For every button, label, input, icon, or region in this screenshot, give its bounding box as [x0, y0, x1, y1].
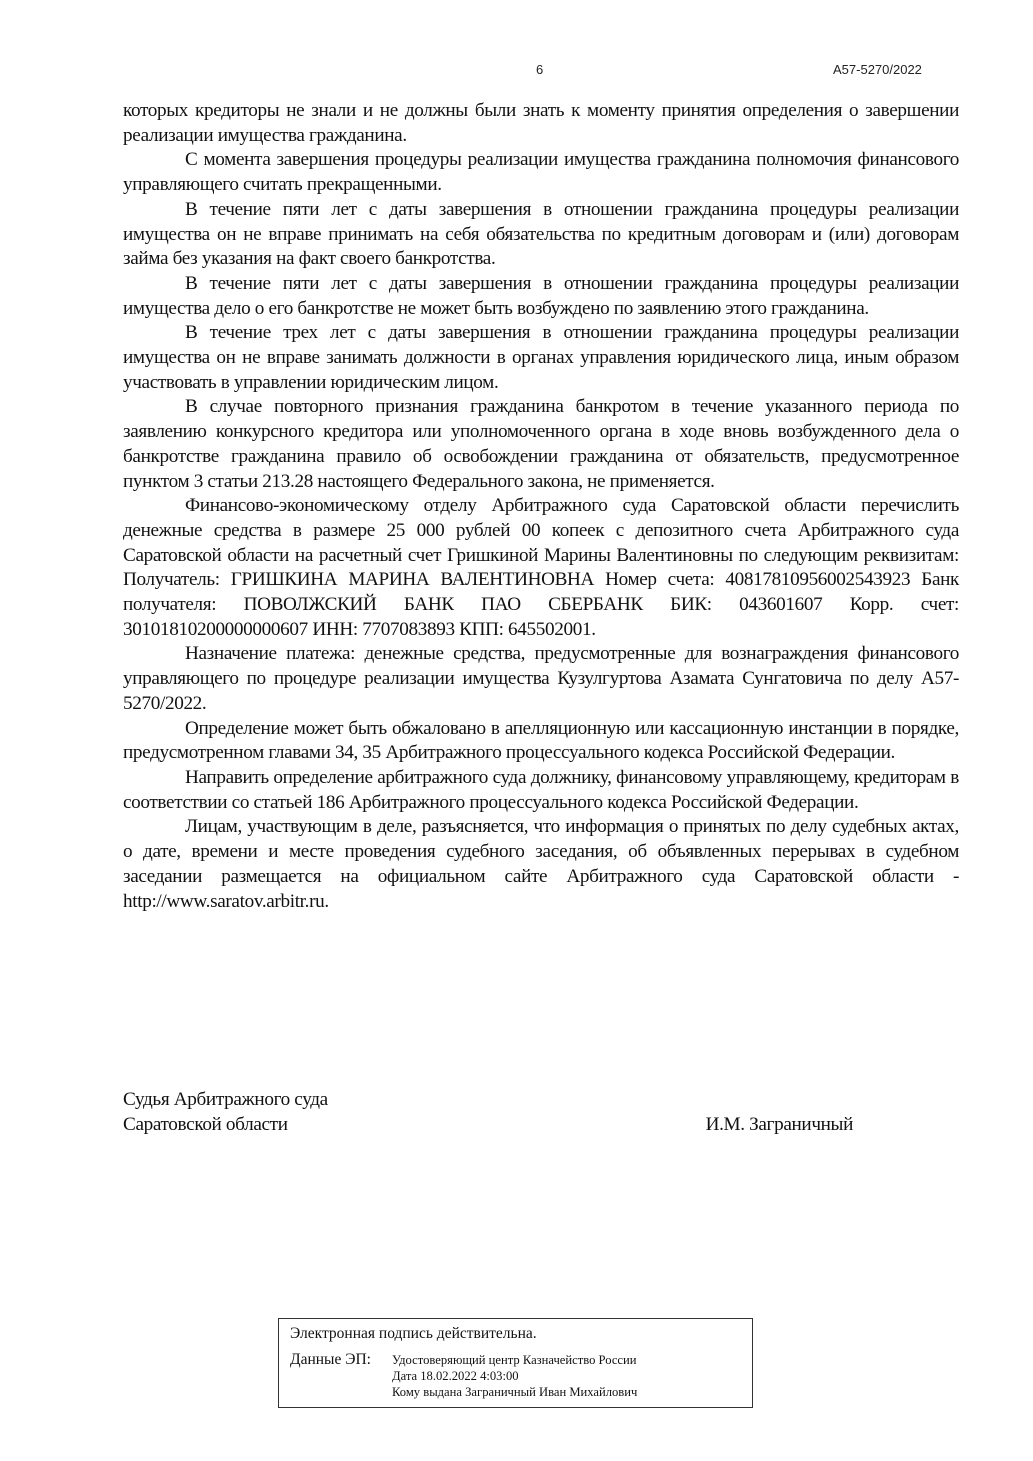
paragraph: В течение пяти лет с даты завершения в отношении гражданина процедуры реализации имущества он не вправе принимать на себя обязательства по кредитным договорам и (или) договорам займа без указания на факт своего банкротства.: [123, 198, 959, 270]
paragraph: В случае повторного признания гражданина банкротом в течение указанного периода по заявлению конкурсного кредитора или уполномоченного органа в ходе вновь возбужденного дела о банкротстве гражданина правило об освобождении гражданина от обязательств, предусмотренное пунктом 3 статьи 213.28 настоящего Федерального закона, не применяется.: [123, 396, 959, 492]
page-number: 6: [536, 62, 544, 77]
paragraph-website-notice: Лицам, участвующим в деле, разъясняется, что информация о принятых по делу судебных актах, о дате, времени и месте проведения судебного заседания, об объявленных перерывах в судебном заседании размещается на официальном сайте Арбитражного суда Саратовской области - http://www.saratov.arbitr.ru.: [123, 816, 959, 912]
paragraph: В течение пяти лет с даты завершения в отношении гражданина процедуры реализации имущества дело о его банкротстве не может быть возбуждено по заявлению этого гражданина.: [123, 272, 959, 319]
page-header: [0, 62, 1033, 82]
judge-position-line2: Саратовской области: [123, 1113, 288, 1135]
paragraph: Направить определение арбитражного суда должнику, финансовому управляющему, кредиторам в соответствии со статьей 186 Арбитражного процессуального кодекса Российской Федерации.: [123, 766, 959, 813]
e-signature-issuer: Удостоверяющий центр Казначейство России: [392, 1353, 637, 1367]
paragraph-payment-purpose: Назначение платежа: денежные средства, предусмотренные для вознаграждения финансового управляющего по процедуре реализации имущества Кузулгуртова Азамата Сунгатовича по делу А57-5270/2022.: [123, 643, 959, 714]
e-signature-title: Электронная подпись действительна.: [290, 1325, 537, 1342]
e-signature-label: Данные ЭП:: [290, 1351, 371, 1368]
paragraph-appeal: Определение может быть обжаловано в апелляционную или кассационную инстанции в порядке, предусмотренном главами 34, 35 Арбитражного процессуального кодекса Российской Федерации.: [123, 717, 959, 764]
e-signature-details: [392, 1352, 637, 1400]
paragraph: С момента завершения процедуры реализации имущества гражданина полномочия финансового управляющего считать прекращенными.: [123, 149, 959, 196]
judge-position-line1: Судья Арбитражного суда: [123, 1089, 328, 1110]
paragraph-payment-order: Финансово-экономическому отделу Арбитражного суда Саратовской области перечислить денежные средства в размере 25 000 рублей 00 копеек с депозитного счета Арбитражного суда Саратовской области на расчетный счет Гришкиной Марины Валентиновны по следующим реквизитам: Получатель: ГРИШКИНА МАРИНА ВАЛЕНТИНОВНА Номер счета: 40817810956002543923 Банк получателя: ПОВОЛЖСКИЙ БАНК ПАО СБЕРБАНК БИК: 043601607 Корр. счет: 30101810200000000607 ИНН: 7707083893 КПП: 645502001.: [123, 495, 959, 640]
e-signature-issued-to: Кому выдана Заграничный Иван Михайлович: [392, 1385, 638, 1399]
judge-name: И.М. Заграничный: [705, 1113, 853, 1135]
paragraph: которых кредиторы не знали и не должны были знать к моменту принятия определения о завершении реализации имущества гражданина.: [123, 100, 959, 146]
judge-signature-block: [123, 1088, 853, 1137]
case-number: А57-5270/2022: [833, 62, 922, 77]
paragraph: В течение трех лет с даты завершения в отношении гражданина процедуры реализации имущества он не вправе занимать должности в органах управления юридического лица, иным образом участвовать в управлении юридическим лицом.: [123, 322, 959, 393]
document-body: [123, 99, 959, 914]
e-signature-date: Дата 18.02.2022 4:03:00: [392, 1369, 519, 1383]
electronic-signature-box: [278, 1318, 753, 1408]
